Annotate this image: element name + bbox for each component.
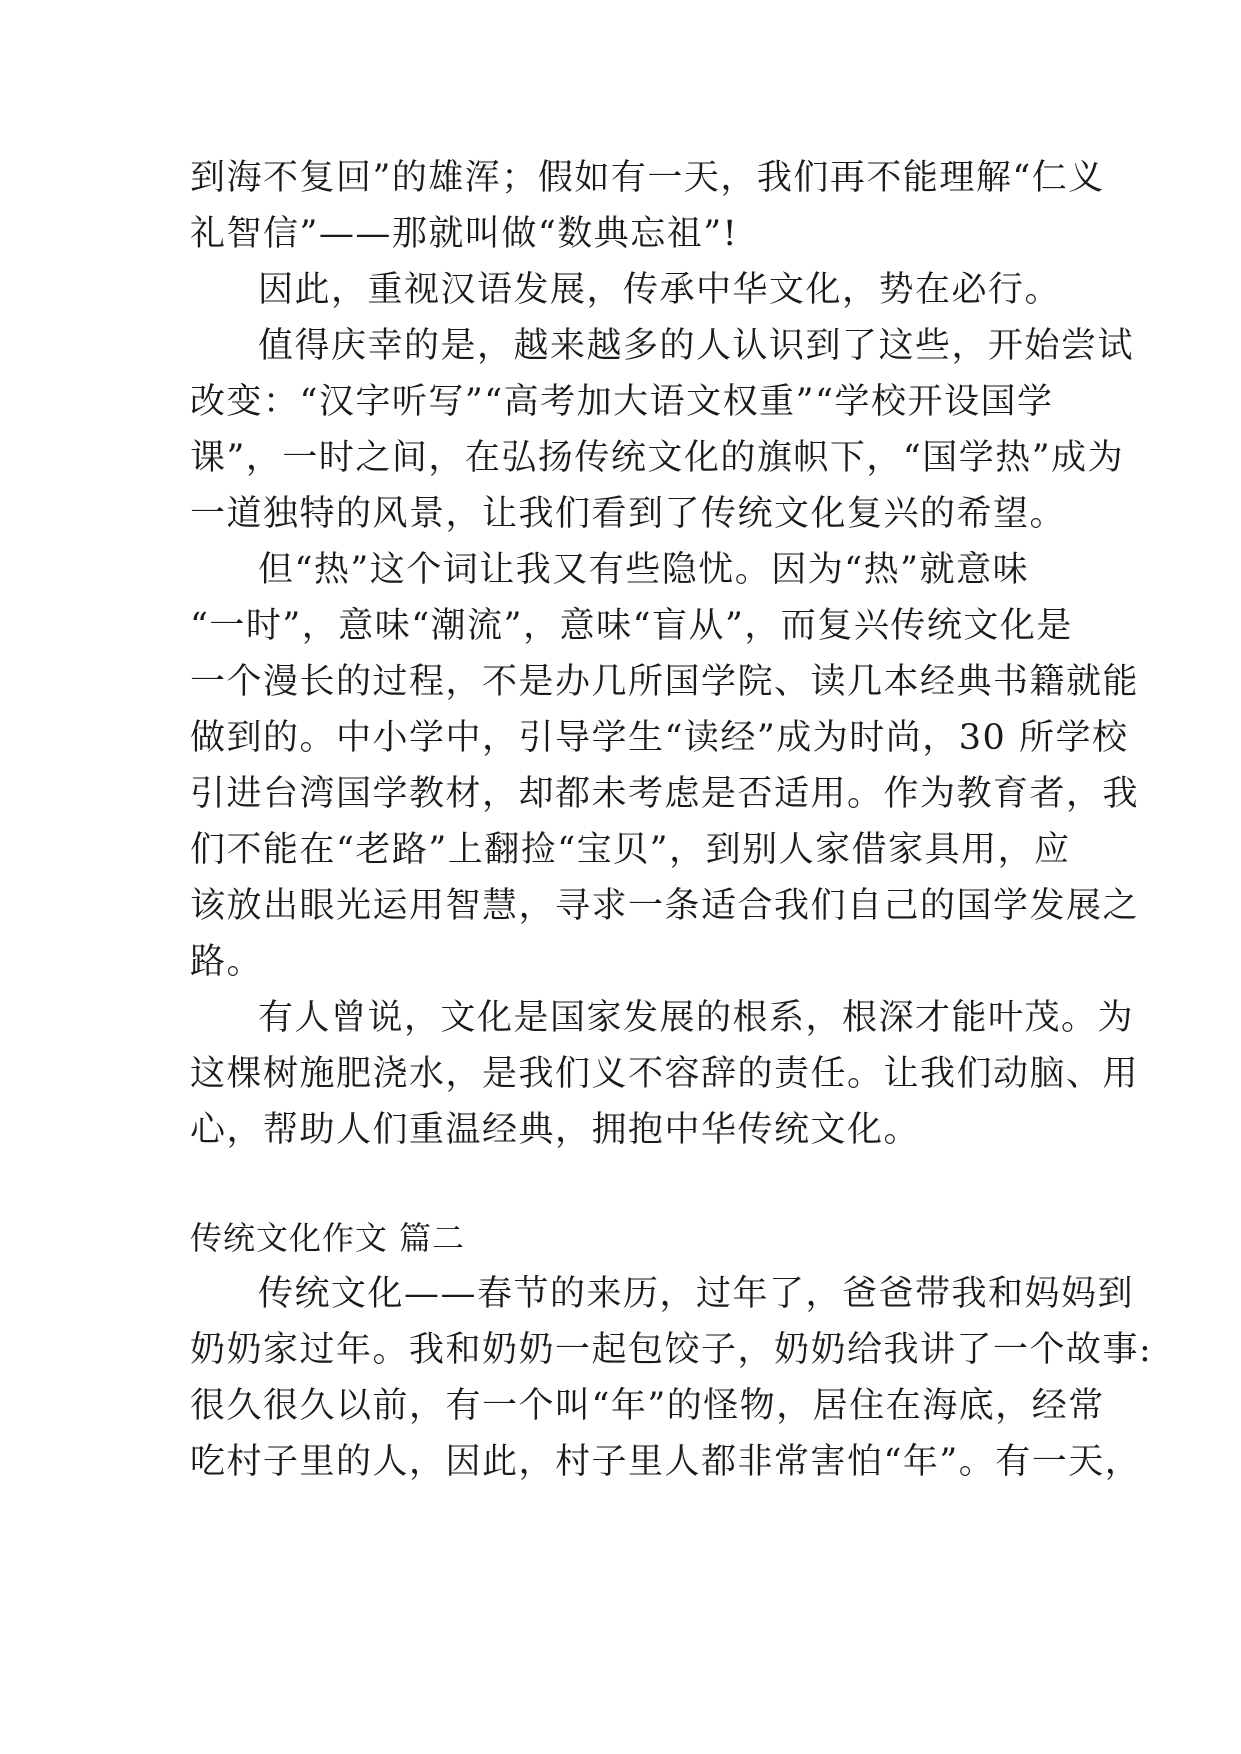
paragraph — [190, 1266, 1153, 1490]
text-line: 奶奶家过年。我和奶奶一起包饺子，奶奶给我讲了一个故事: — [190, 1330, 1153, 1370]
paragraph — [190, 990, 1140, 1158]
text-line: 路。 — [190, 942, 264, 982]
text-line: 很久很久以前，有一个叫“年”的怪物，居住在海底，经常 — [190, 1386, 1105, 1426]
text-line: 们不能在“老路”上翻捡“宝贝”，到别人家借家具用，应 — [190, 830, 1071, 870]
text-line: 因此，重视汉语发展，传承中华文化，势在必行。 — [258, 270, 1062, 310]
text-line: 值得庆幸的是，越来越多的人认识到了这些，开始尝试 — [258, 326, 1135, 366]
paragraph — [190, 542, 1140, 990]
text-line: 吃村子里的人，因此，村子里人都非常害怕“年”。有一天， — [190, 1442, 1142, 1482]
text-line: 改变：“汉字听写”“高考加大语文权重”“学校开设国学 — [190, 382, 1054, 422]
text-line: 这棵树施肥浇水，是我们义不容辞的责任。让我们动脑、用 — [190, 1054, 1140, 1094]
text-line: 传统文化——春节的来历，过年了，爸爸带我和妈妈到 — [258, 1274, 1135, 1314]
text-line: 礼智信”——那就叫做“数典忘祖”! — [190, 214, 739, 254]
document-body — [190, 150, 1153, 1490]
text-line: 一道独特的风景，让我们看到了传统文化复兴的希望。 — [190, 494, 1067, 534]
text-line: 课”，一时之间，在弘扬传统文化的旗帜下，“国学热”成为 — [190, 438, 1125, 478]
text-line: 心，帮助人们重温经典，拥抱中华传统文化。 — [190, 1110, 921, 1150]
text-line: “一时”，意味“潮流”，意味“盲从”，而复兴传统文化是 — [190, 606, 1073, 646]
text-line: 但“热”这个词让我又有些隐忧。因为“热”就意味 — [258, 550, 1030, 590]
paragraph — [190, 318, 1135, 542]
text-line: 有人曾说，文化是国家发展的根系，根深才能叶茂。为 — [258, 998, 1135, 1038]
text-line: 做到的。中小学中，引导学生“读经”成为时尚，30 所学校 — [190, 718, 1129, 758]
text-line: 该放出眼光运用智慧，寻求一条适合我们自己的国学发展之 — [190, 886, 1140, 926]
text-line: 引进台湾国学教材，却都未考虑是否适用。作为教育者，我 — [190, 774, 1140, 814]
text-line: 一个漫长的过程，不是办几所国学院、读几本经典书籍就能 — [190, 662, 1140, 702]
paragraph — [190, 150, 1105, 262]
section-heading: 传统文化作文 篇二 — [190, 1219, 466, 1257]
paragraph — [190, 262, 1060, 318]
text-line: 到海不复回”的雄浑；假如有一天，我们再不能理解“仁义 — [190, 158, 1105, 198]
